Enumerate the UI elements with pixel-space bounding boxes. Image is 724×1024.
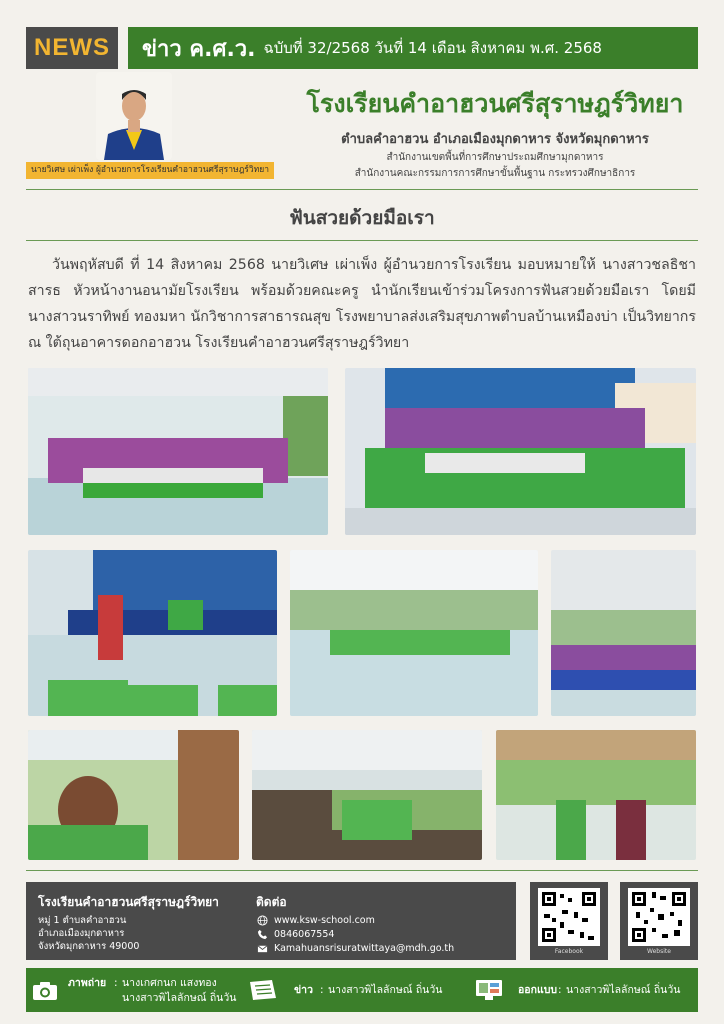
photo-girls-brushing [496,730,696,860]
qr-code-facebook[interactable] [538,888,600,946]
phone-icon [256,928,268,940]
photo-credit-label: ภาพถ่าย [68,977,107,989]
photo-students-posters [345,368,696,535]
news-badge [26,27,118,69]
colon-separator: : [320,984,324,996]
footer-contact-box [26,882,516,960]
news-credit-name: นางสาวพิไลลักษณ์ ถิ่นวัน [328,984,443,996]
photo-students-brushing-outdoor [252,730,482,860]
email-text[interactable]: Kamahuansrisuratwittaya@mdh.go.th [274,942,455,954]
news-label: NEWS [34,34,110,61]
photo-speaker-presentation [28,550,277,716]
footer-address-line: อำเภอเมืองมุกดาหาร [38,928,125,939]
director-caption: นายวิเศษ เผ่าเพ็ง ผู้อำนวยการโรงเรียนคำอาฮวนศรีสุราษฎร์วิทยา [26,162,274,179]
article-body: วันพฤหัสบดี ที่ 14 สิงหาคม 2568 นายวิเศษ เผ่าเพ็ง ผู้อำนวยการโรงเรียน มอบหมายให้ นางสาวชลธิชา สารธ หัวหน้างานอนามัยโรงเรียน พร้อมด้วยคณะครู นำนักเรียนเข้าร่วมโครงการฟันสวยด้วยมือเรา โดยมี นางสาวนราทิพย์ ทองมหา นักวิชาการสาธารณสุข โรงพยาบาลส่งเสริมสุขภาพตำบลบ้านเหมืองบ่า เป็นวิทยากร ณ ใต้ถุนอาคารดอกอาฮวน โรงเรียนคำอาฮวนศรีสุราษฎร์วิทยา [28,257,696,351]
globe-icon [256,914,268,926]
phone-row[interactable] [256,928,334,940]
phone-text[interactable]: 0846067554 [274,928,335,940]
school-office-1: สำนักงานเขตพื้นที่การศึกษาประถมศึกษามุกดาหาร [386,152,604,163]
photo-teachers-seated [551,550,696,716]
camera-icon [32,981,58,1005]
qr-label-website: Website [647,948,671,955]
issue-bar [128,27,698,69]
headline-divider [26,240,698,241]
photo-credit-name: นางเกศกนก แสงทอง [122,977,217,989]
qr-label-facebook: Facebook [554,948,584,955]
school-office-2: สำนักงานคณะกรรมการการศึกษาขั้นพื้นฐาน กระทรวงศึกษาธิการ [354,168,636,179]
header-divider [26,189,698,190]
newspaper-icon [248,978,278,1006]
email-icon [256,942,268,954]
photo-group-students-hall [28,368,328,535]
school-name: โรงเรียนคำอาฮวนศรีสุราษฎร์วิทยา [306,89,684,118]
qr-website-box[interactable] [620,882,698,960]
footer-school-name: โรงเรียนคำอาฮวนศรีสุราษฎร์วิทยา [38,895,219,909]
email-row[interactable] [256,942,454,954]
issue-info: ฉบับที่ 32/2568 วันที่ 14 เดือน สิงหาคม พ.ศ. 2568 [263,39,602,57]
photo-boy-brushing-teeth [28,730,239,860]
school-location: ตำบลคำอาฮวน อำเภอเมืองมุกดาหาร จังหวัดมุกดาหาร [341,132,649,147]
design-credit-name: นางสาวพิไลลักษณ์ ถิ่นวัน [566,984,681,996]
design-icon [474,978,504,1006]
credits-bar [26,968,698,1012]
article-headline: ฟันสวยด้วยมือเรา [289,207,435,229]
qr-facebook-box[interactable] [530,882,608,960]
footer-divider [26,870,698,871]
photo-students-seated-floor [290,550,538,716]
footer-address-line: จังหวัดมุกดาหาร 49000 [38,941,140,952]
design-credit-label: ออกแบบ [518,984,558,996]
website-row[interactable] [256,914,375,926]
qr-code-website[interactable] [628,888,690,946]
contact-heading: ติดต่อ [256,895,287,909]
photo-credit-name: นางสาวพิไลลักษณ์ ถิ่นวัน [122,992,237,1004]
issue-title: ข่าว ค.ศ.ว. [142,36,256,62]
website-text[interactable]: www.ksw-school.com [274,914,375,926]
colon-separator: : [558,984,562,996]
footer-address-line: หมู่ 1 ตำบลคำอาฮวน [38,915,127,926]
colon-separator: : [114,977,118,989]
news-credit-label: ข่าว [294,984,313,996]
director-portrait [96,72,172,160]
